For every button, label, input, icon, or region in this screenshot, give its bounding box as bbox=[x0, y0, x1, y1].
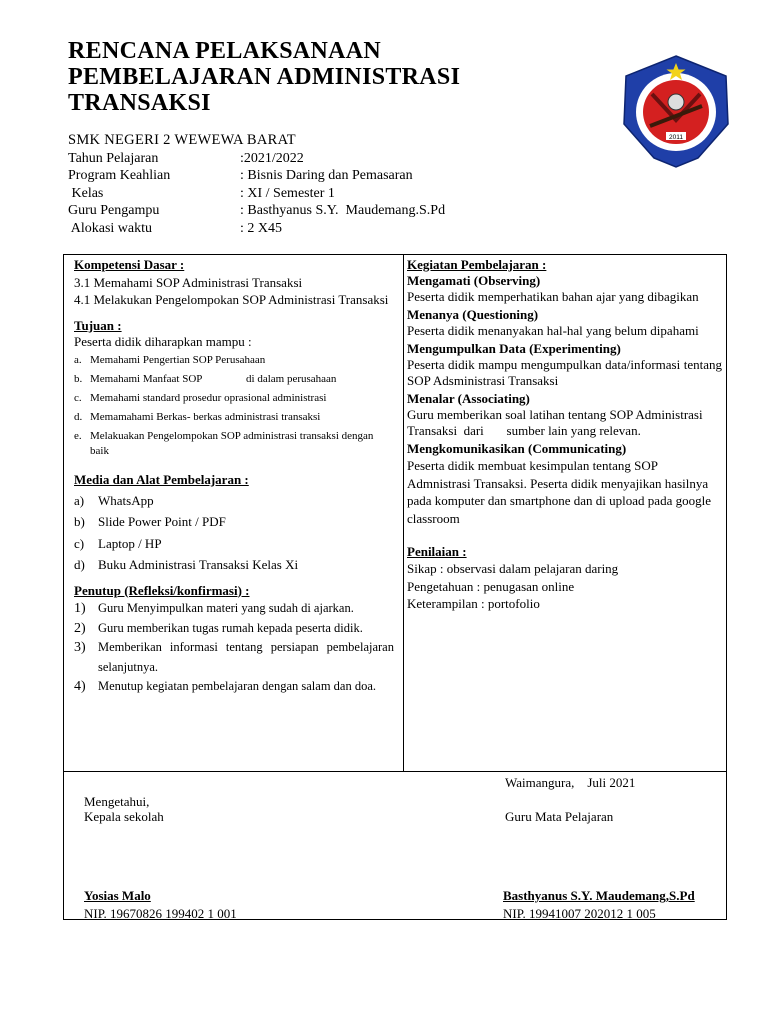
list-marker: a) bbox=[74, 492, 85, 508]
info-label: Guru Pengampu bbox=[68, 203, 160, 219]
step-heading: Mengkomunikasikan (Communicating) bbox=[407, 441, 627, 456]
info-value: :2021/2022 bbox=[240, 150, 304, 166]
info-row-program bbox=[68, 167, 413, 185]
list-text: Guru memberikan tugas rumah kepada peserta didik. bbox=[98, 620, 363, 635]
list-marker: e. bbox=[74, 429, 82, 442]
teacher-name: Basthyanus S.Y. Maudemang,S.Pd bbox=[503, 888, 695, 903]
list-marker: d) bbox=[74, 557, 85, 573]
tujuan-list bbox=[74, 353, 394, 459]
list-text: Memahami Manfaat SOP di dalam perusahaan bbox=[90, 372, 337, 385]
list-item bbox=[74, 677, 394, 697]
list-item bbox=[74, 429, 394, 459]
penilaian-item: Keterampilan : portofolio bbox=[407, 596, 540, 611]
list-text: Memberikan informasi tentang persiapan pembelajaran selanjutnya. bbox=[98, 640, 394, 674]
step-text: Peserta didik mampu mengumpulkan data/informasi tentang SOP Adsministrasi Transaksi bbox=[407, 357, 722, 388]
media-heading: Media dan Alat Pembelajaran : bbox=[74, 471, 249, 487]
penilaian-item: Sikap : observasi dalam pelajaran daring bbox=[407, 561, 619, 576]
list-text: Melakuakan Pengelompokan SOP administrasi transaksi dengan baik bbox=[90, 429, 374, 457]
penutup-list bbox=[74, 599, 394, 697]
kepala-sekolah-label: Kepala sekolah bbox=[84, 809, 164, 824]
step-heading: Menanya (Questioning) bbox=[407, 307, 539, 322]
title-line-3: TRANSAKSI bbox=[68, 90, 211, 116]
list-text: Menutup kegiatan pembelajaran dengan salam dan doa. bbox=[98, 679, 377, 694]
list-text: Laptop / HP bbox=[98, 535, 162, 551]
list-marker: 3) bbox=[74, 640, 86, 656]
left-column bbox=[74, 255, 394, 697]
list-marker: a. bbox=[74, 353, 82, 366]
list-item bbox=[74, 554, 394, 576]
kompetensi-item: 3.1 Memahami SOP Administrasi Transaksi bbox=[74, 274, 303, 290]
right-column bbox=[407, 255, 722, 613]
guru-mapel-label: Guru Mata Pelajaran bbox=[505, 809, 614, 824]
list-text: WhatsApp bbox=[98, 492, 154, 508]
list-item bbox=[74, 599, 394, 619]
list-marker: 1) bbox=[74, 601, 86, 617]
info-label: Tahun Pelajaran bbox=[68, 150, 159, 166]
list-text: Memahami Pengertian SOP Perusahaan bbox=[90, 353, 266, 366]
info-row-kelas bbox=[68, 185, 335, 203]
penutup-heading: Penutup (Refleksi/konfirmasi) : bbox=[74, 582, 250, 598]
list-item bbox=[74, 638, 394, 677]
list-marker: 4) bbox=[74, 679, 86, 695]
logo-year: 2011 bbox=[669, 134, 683, 141]
document-info bbox=[68, 132, 446, 238]
document-title bbox=[68, 38, 460, 116]
teacher-nip: NIP. 19941007 202012 1 005 bbox=[503, 906, 656, 921]
step-heading: Menalar (Associating) bbox=[407, 391, 530, 406]
kompetensi-heading: Kompetensi Dasar : bbox=[74, 257, 185, 272]
step-text: Peserta didik membuat kesimpulan tentang SOP Admnistrasi Transaksi. Peserta didik menyajikan hasilnya pada komputer dan smartphone dan di upload pada google classroom bbox=[407, 458, 711, 526]
step-text: Peserta didik menanyakan hal-hal yang belum dipahami bbox=[407, 323, 699, 338]
list-text: Slide Power Point / PDF bbox=[98, 514, 226, 530]
row-divider bbox=[64, 771, 726, 772]
list-item bbox=[74, 372, 394, 387]
step-heading: Mengamati (Observing) bbox=[407, 273, 541, 288]
info-label: Kelas bbox=[68, 185, 104, 201]
info-label: Alokasi waktu bbox=[68, 220, 152, 236]
title-line-2: PEMBELAJARAN ADMINISTRASI bbox=[68, 64, 461, 90]
step-heading: Mengumpulkan Data (Experimenting) bbox=[407, 341, 621, 356]
media-list bbox=[74, 490, 394, 576]
info-label: Program Keahlian bbox=[68, 168, 171, 184]
kegiatan-heading: Kegiatan Pembelajaran : bbox=[407, 257, 547, 272]
tujuan-heading: Tujuan : bbox=[74, 317, 122, 333]
title-line-1: RENCANA PELAKSANAAN bbox=[68, 38, 382, 64]
list-marker: b) bbox=[74, 514, 85, 530]
list-item bbox=[74, 391, 394, 406]
info-row-guru bbox=[68, 202, 446, 220]
list-marker: b. bbox=[74, 372, 83, 385]
list-item bbox=[74, 533, 394, 555]
list-item bbox=[74, 353, 394, 368]
list-item bbox=[74, 490, 394, 512]
step-text: Peserta didik memperhatikan bahan ajar yang dibagikan bbox=[407, 289, 699, 304]
list-text: Buku Administrasi Transaksi Kelas Xi bbox=[98, 557, 299, 573]
list-marker: c) bbox=[74, 535, 85, 551]
list-text: Memamahami Berkas- berkas administrasi transaksi bbox=[90, 410, 321, 423]
penilaian-heading: Penilaian : bbox=[407, 544, 467, 559]
place-date: Waimangura, Juli 2021 bbox=[505, 775, 636, 790]
list-text: Memahami standard prosedur oprasional administrasi bbox=[90, 391, 327, 404]
kompetensi-item: 4.1 Melakukan Pengelompokan SOP Administrasi Transaksi bbox=[74, 292, 389, 308]
column-divider bbox=[403, 255, 404, 771]
list-marker: c. bbox=[74, 391, 82, 404]
school-name: SMK NEGERI 2 WEWEWA BARAT bbox=[68, 132, 296, 148]
list-item bbox=[74, 511, 394, 533]
info-value: : XI / Semester 1 bbox=[240, 185, 335, 201]
penilaian-item: Pengetahuan : penugasan online bbox=[407, 578, 575, 594]
step-text: Guru memberikan soal latihan tentang SOP Administrasi Transaksi dari sumber lain yang relevan. bbox=[407, 407, 706, 438]
mengetahui-label: Mengetahui, bbox=[84, 794, 150, 809]
list-marker: d. bbox=[74, 410, 83, 423]
list-item bbox=[74, 619, 394, 639]
list-text: Guru Menyimpulkan materi yang sudah di ajarkan. bbox=[98, 601, 354, 616]
rpp-table bbox=[63, 254, 727, 920]
info-value: : 2 X45 bbox=[240, 220, 282, 236]
principal-nip: NIP. 19670826 199402 1 001 bbox=[84, 906, 237, 921]
info-value: : Bisnis Daring dan Pemasaran bbox=[240, 168, 413, 184]
list-item bbox=[74, 410, 394, 425]
info-value: : Basthyanus S.Y. Maudemang.S.Pd bbox=[240, 203, 446, 219]
list-marker: 2) bbox=[74, 620, 86, 636]
info-row-alokasi bbox=[68, 220, 296, 238]
principal-name: Yosias Malo bbox=[84, 888, 151, 903]
info-row-tahun bbox=[68, 150, 304, 168]
school-logo bbox=[618, 54, 734, 170]
tujuan-intro: Peserta didik diharapkan mampu : bbox=[74, 334, 252, 350]
